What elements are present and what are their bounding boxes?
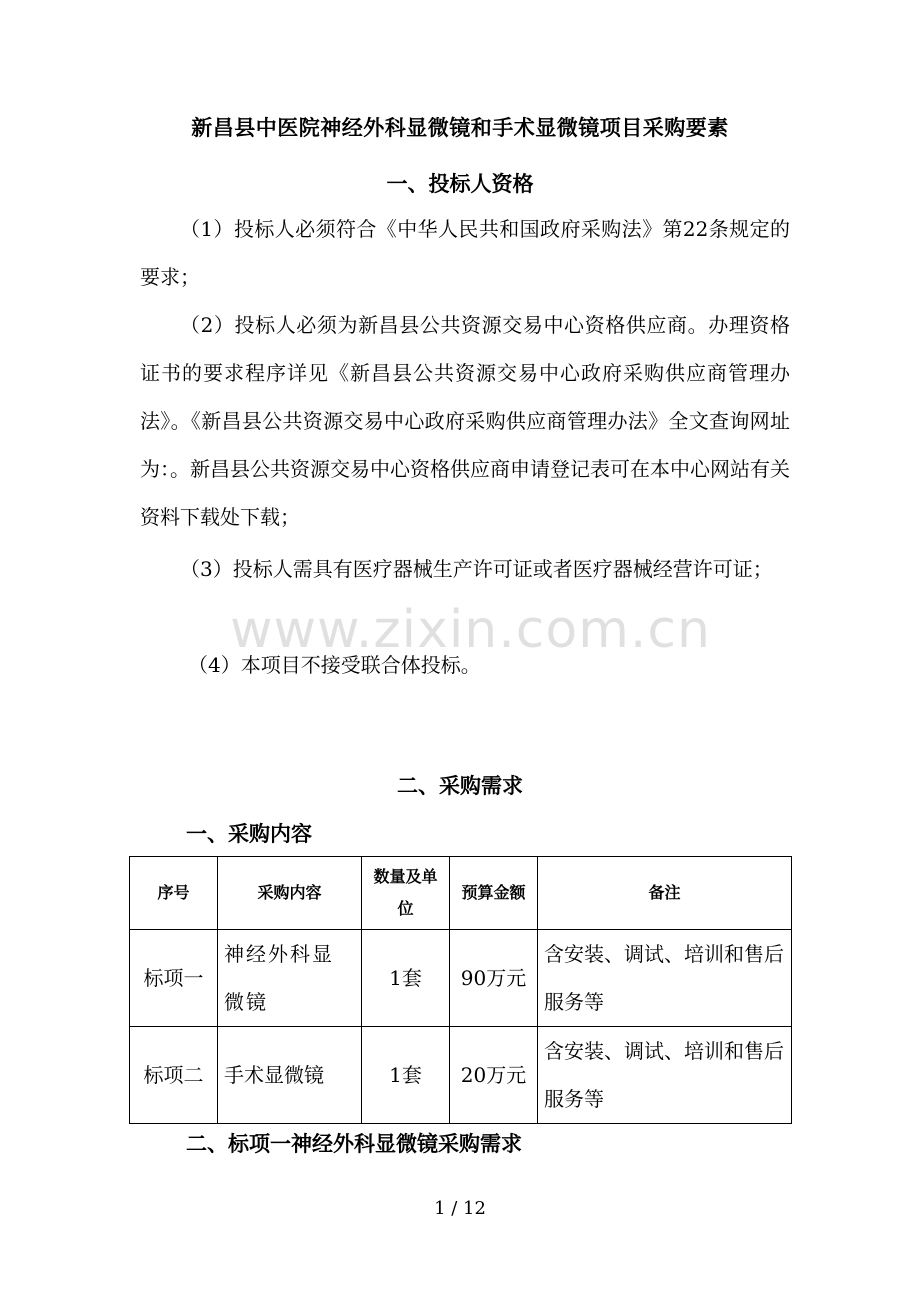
header-cell: 采购内容	[218, 857, 362, 930]
qualification-item-4: （4）本项目不接受联合体投标。	[188, 653, 481, 677]
document-title: 新昌县中医院神经外科显微镜和手术显微镜项目采购要素	[191, 115, 729, 140]
table-cell: 标项一	[130, 930, 218, 1027]
page-number: 1 / 12	[434, 1198, 486, 1219]
table-cell: 含安装、调试、培训和售后服务等	[538, 930, 792, 1027]
qualification-item-3: （3）投标人需具有医疗器械生产许可证或者医疗器械经营许可证；	[180, 557, 773, 581]
header-cell: 预算金额	[450, 857, 538, 930]
header-cell: 备注	[538, 857, 792, 930]
watermark: www.zixin.com.cn	[230, 600, 711, 660]
section-heading-procurement-needs: 二、采购需求	[397, 773, 523, 798]
procurement-table	[129, 856, 792, 1124]
subheading-procurement-content: 一、采购内容	[186, 821, 312, 846]
table-row	[130, 930, 792, 1027]
table-row	[130, 1027, 792, 1124]
qualification-item-2: （2）投标人必须为新昌县公共资源交易中心资格供应商。办理资格证书的要求程序详见《新昌县公共资源交易中心政府采购供应商管理办法》。《新昌县公共资源交易中心政府采购供应商管理办法》全文查询网址为：。新昌县公共资源交易中心资格供应商申请登记表可在本中心网站有关资料下载处下载；	[140, 313, 790, 529]
table-cell: 20万元	[450, 1027, 538, 1124]
table-cell: 1套	[362, 930, 450, 1027]
table-cell: 含安装、调试、培训和售后服务等	[538, 1027, 792, 1124]
header-cell: 序号	[130, 857, 218, 930]
qualification-item-1: （1）投标人必须符合《中华人民共和国政府采购法》第22条规定的要求；	[140, 217, 790, 289]
table-header-row	[130, 857, 792, 930]
table-cell: 标项二	[130, 1027, 218, 1124]
table-cell: 神经外科显微镜	[218, 930, 362, 1027]
header-cell: 数量及单位	[362, 857, 450, 930]
table-cell: 90万元	[450, 930, 538, 1027]
section-heading-bidder-qualification: 一、投标人资格	[386, 171, 534, 196]
table-cell: 手术显微镜	[218, 1027, 362, 1124]
subheading-lot1-requirements: 二、标项一神经外科显微镜采购需求	[186, 1131, 522, 1156]
table-cell: 1套	[362, 1027, 450, 1124]
